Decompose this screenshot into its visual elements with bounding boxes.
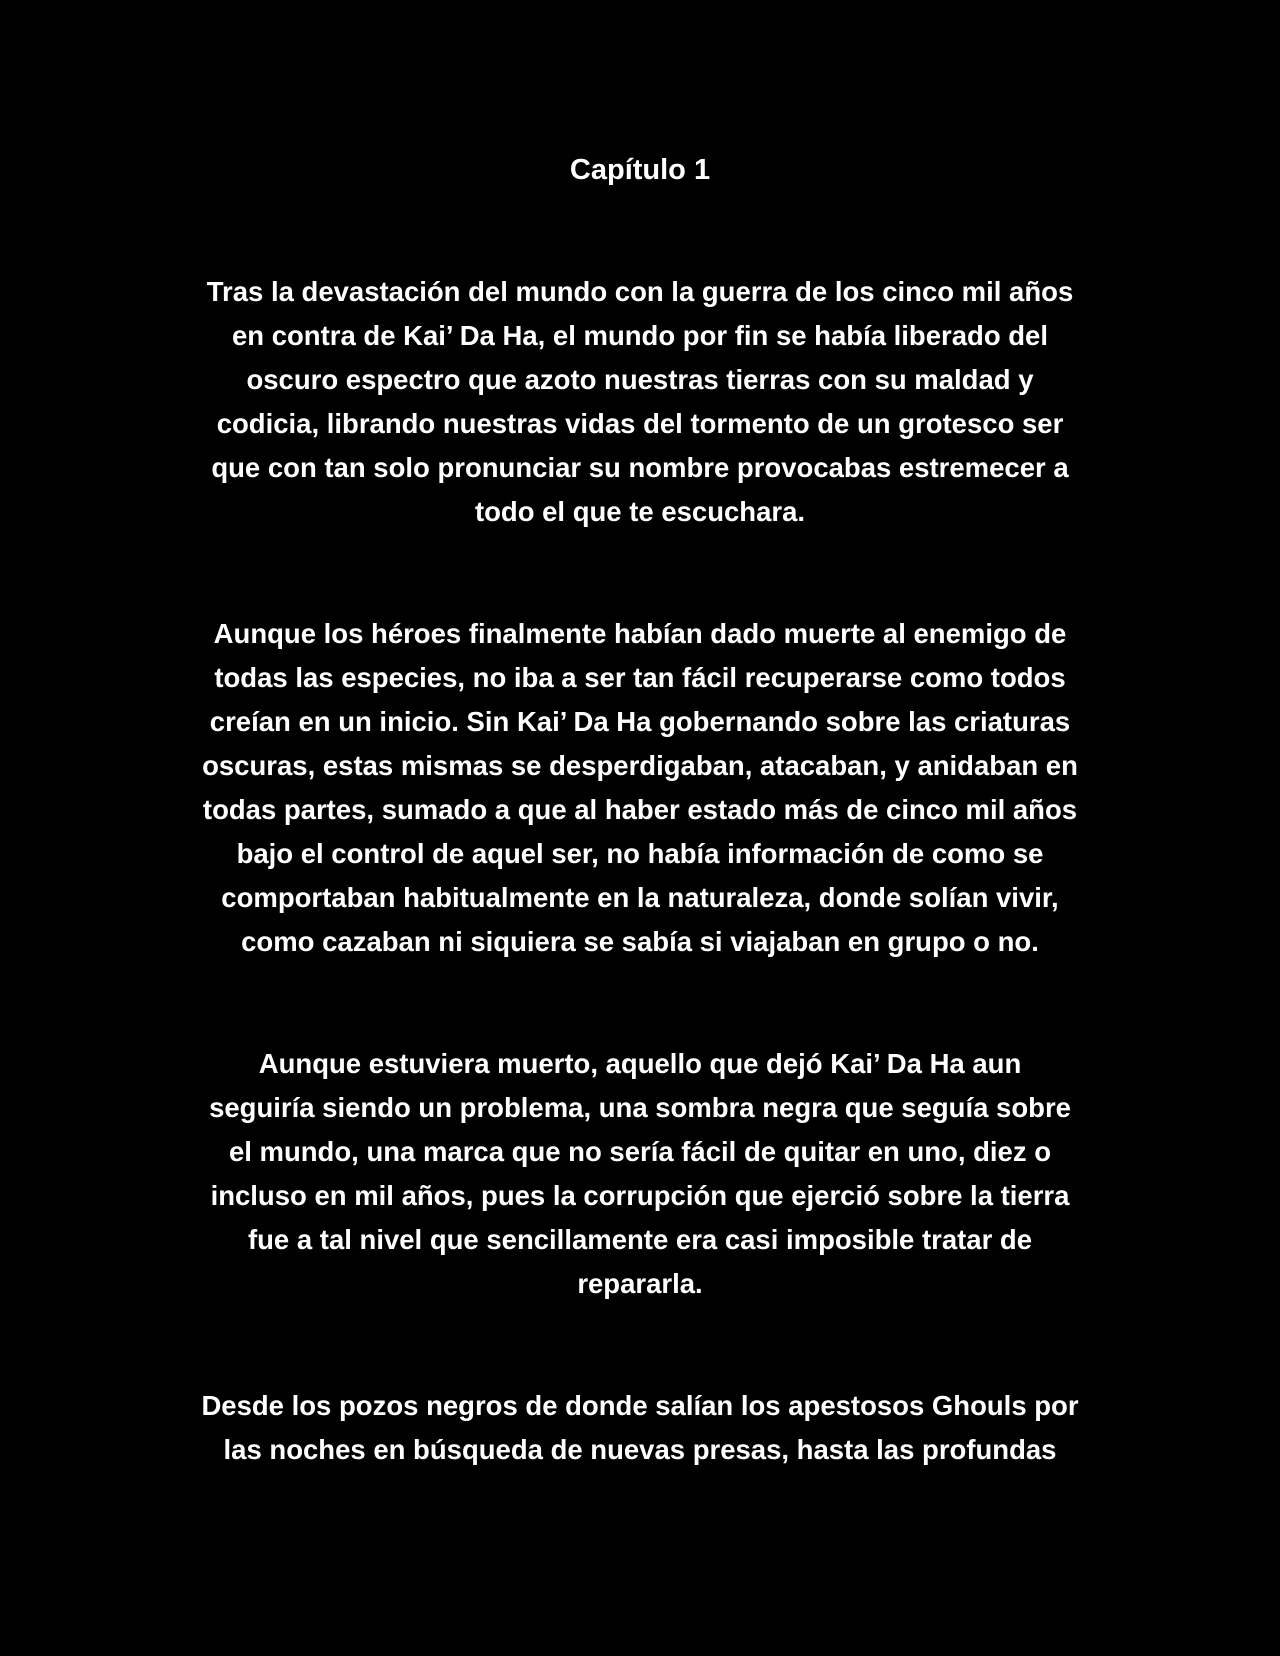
- text-line: Aunque los héroes finalmente habían dado muerte al enemigo de: [213, 618, 1067, 649]
- text-line: comportaban habitualmente en la naturaleza, donde solían vivir,: [221, 882, 1059, 913]
- text-line: Aunque estuviera muerto, aquello que dejó Kai’ Da Ha aun: [258, 1048, 1022, 1079]
- text-line: incluso en mil años, pues la corrupción que ejerció sobre la tierra: [210, 1180, 1070, 1211]
- paragraph-3: [170, 1042, 1110, 1306]
- text-line: codicia, librando nuestras vidas del tormento de un grotesco ser: [216, 408, 1064, 439]
- paragraph-1: [170, 270, 1110, 534]
- paragraph-2: [170, 612, 1110, 964]
- text-line: repararla.: [577, 1268, 703, 1299]
- text-line: bajo el control de aquel ser, no había información de como se: [236, 838, 1044, 869]
- text-line: Tras la devastación del mundo con la guerra de los cinco mil años: [206, 276, 1074, 307]
- text-line: que con tan solo pronunciar su nombre provocabas estremecer a: [211, 452, 1069, 483]
- text-line: fue a tal nivel que sencillamente era casi imposible tratar de: [247, 1224, 1033, 1255]
- text-line: creían en un inicio. Sin Kai’ Da Ha gobernando sobre las criaturas: [209, 706, 1071, 737]
- text-line: oscuro espectro que azoto nuestras tierras con su maldad y: [246, 364, 1034, 395]
- text-line: en contra de Kai’ Da Ha, el mundo por fin se había liberado del: [231, 320, 1048, 351]
- text-line: las noches en búsqueda de nuevas presas, hasta las profundas: [223, 1434, 1057, 1465]
- paragraph-4: [170, 1384, 1110, 1472]
- text-line: todo el que te escuchara.: [474, 496, 806, 527]
- text-line: todas las especies, no iba a ser tan fácil recuperarse como todos: [214, 662, 1066, 693]
- text-line: seguiría siendo un problema, una sombra negra que seguía sobre: [209, 1092, 1071, 1123]
- text-line: todas partes, sumado a que al haber estado más de cinco mil años: [202, 794, 1078, 825]
- chapter-title: Capítulo 1: [569, 154, 711, 186]
- text-line: oscuras, estas mismas se desperdigaban, atacaban, y anidaban en: [202, 750, 1078, 781]
- text-line: el mundo, una marca que no sería fácil de quitar en uno, diez o: [228, 1136, 1052, 1167]
- text-line: Desde los pozos negros de donde salían los apestosos Ghouls por: [201, 1390, 1079, 1421]
- text-line: como cazaban ni siquiera se sabía si viajaban en grupo o no.: [241, 926, 1039, 957]
